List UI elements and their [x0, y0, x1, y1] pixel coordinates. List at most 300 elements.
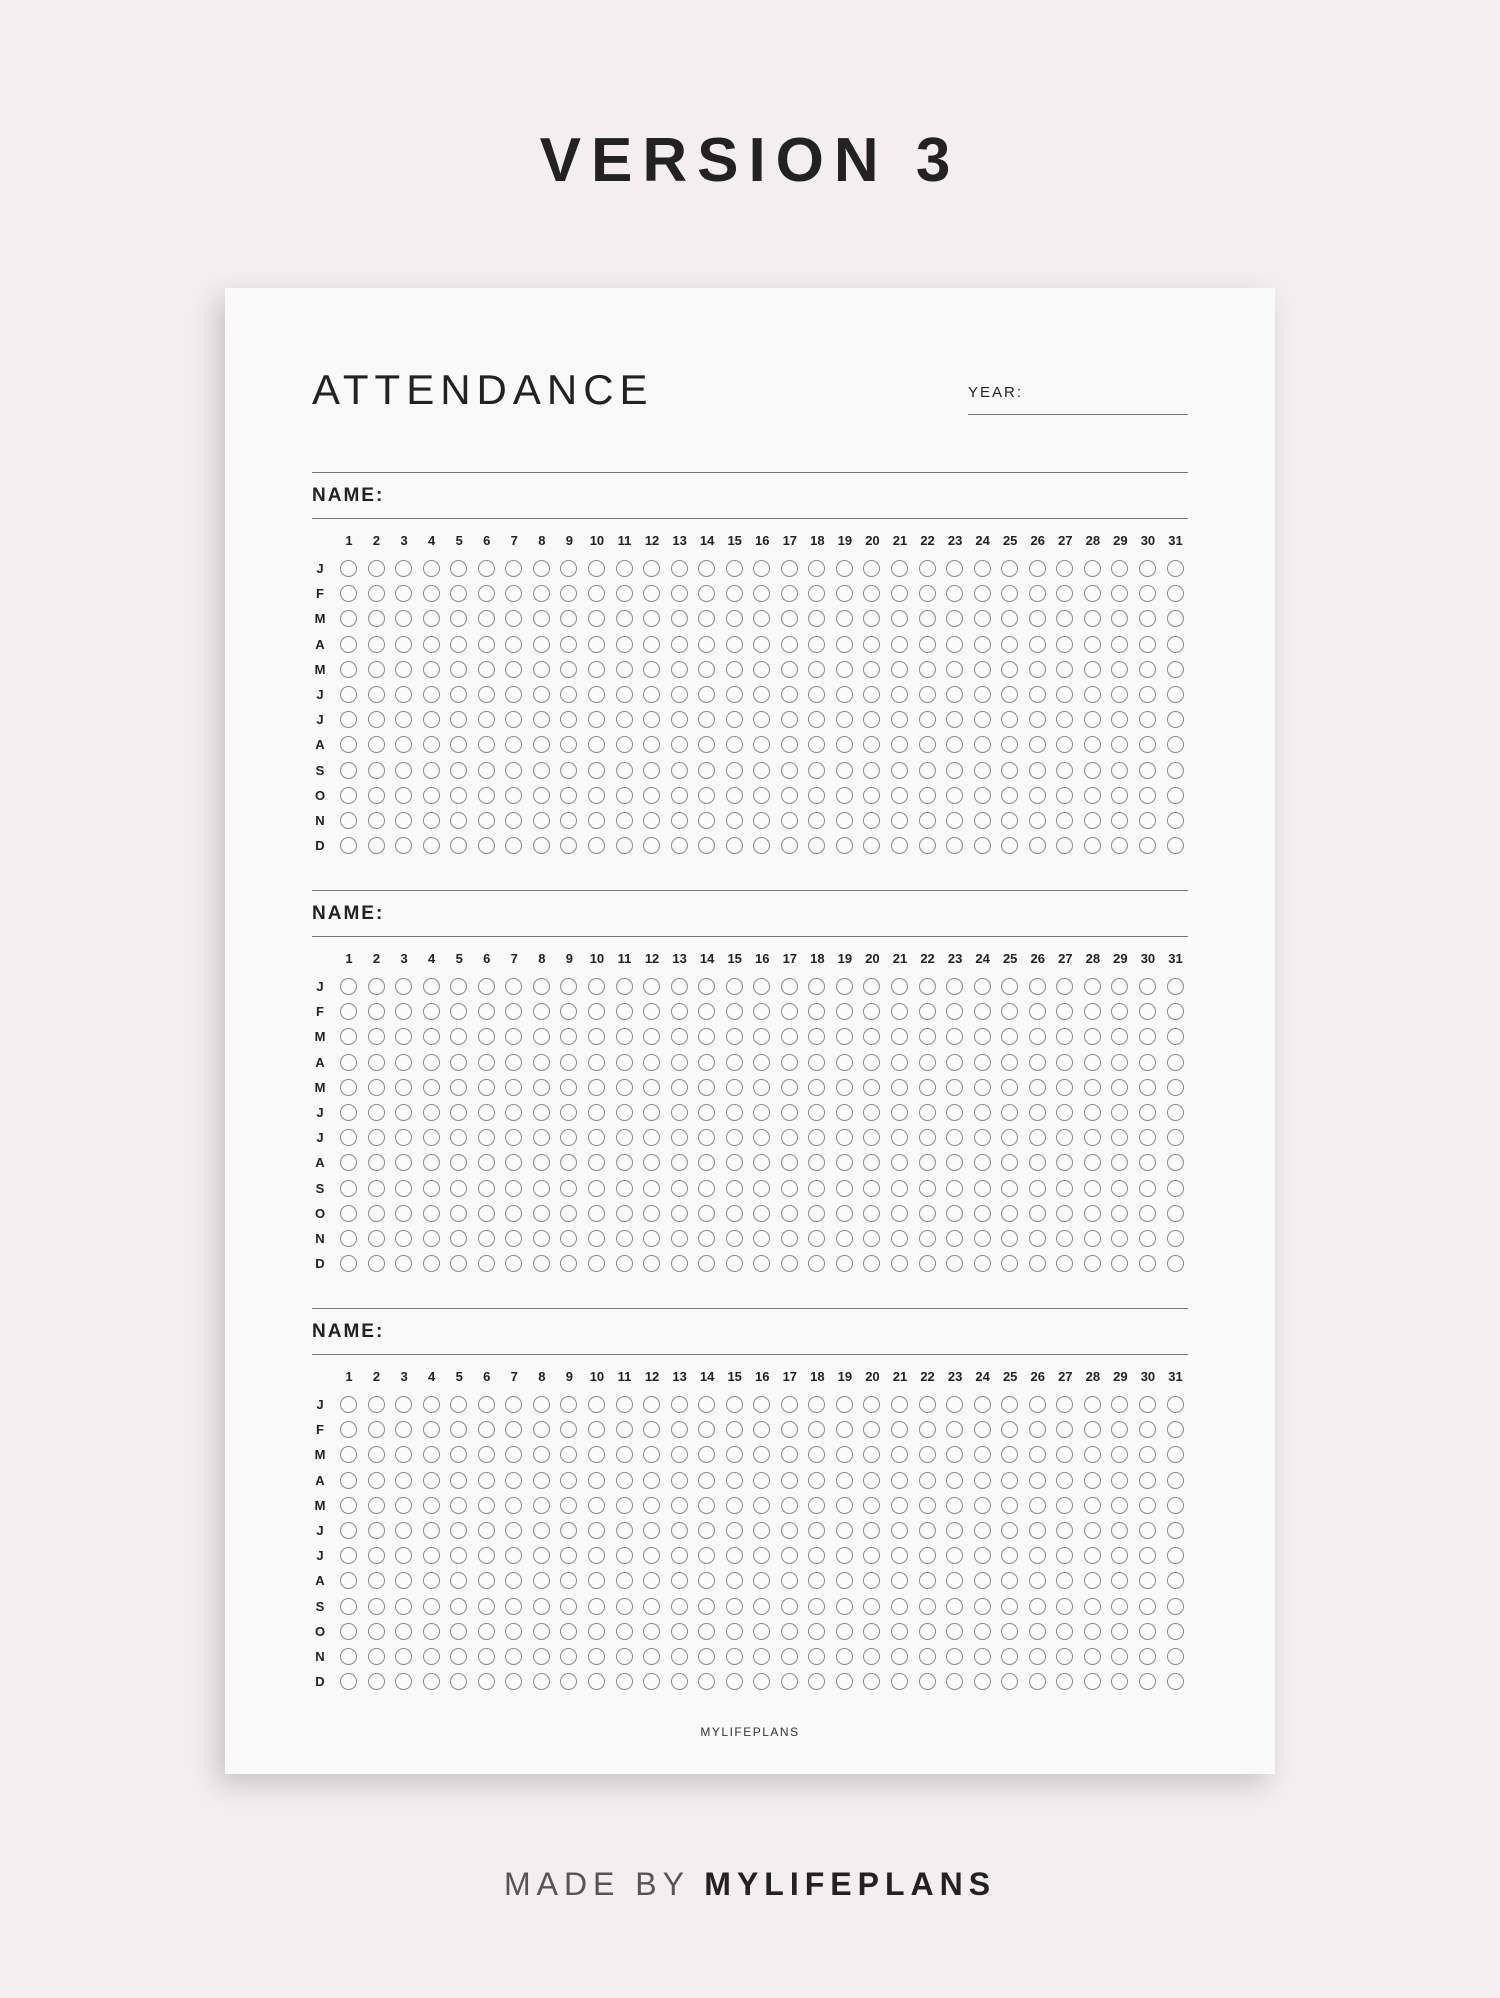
- attendance-circle[interactable]: [450, 1572, 467, 1589]
- attendance-circle[interactable]: [836, 1205, 853, 1222]
- attendance-circle[interactable]: [946, 1673, 963, 1690]
- attendance-circle[interactable]: [1167, 1522, 1184, 1539]
- attendance-circle[interactable]: [671, 1230, 688, 1247]
- attendance-circle[interactable]: [863, 1446, 880, 1463]
- attendance-circle[interactable]: [395, 1446, 412, 1463]
- attendance-circle[interactable]: [974, 1547, 991, 1564]
- attendance-circle[interactable]: [808, 1648, 825, 1665]
- attendance-circle[interactable]: [560, 560, 577, 577]
- attendance-circle[interactable]: [1139, 812, 1156, 829]
- attendance-circle[interactable]: [753, 610, 770, 627]
- attendance-circle[interactable]: [1056, 1648, 1073, 1665]
- attendance-circle[interactable]: [726, 1648, 743, 1665]
- attendance-circle[interactable]: [1001, 1129, 1018, 1146]
- attendance-circle[interactable]: [698, 686, 715, 703]
- attendance-circle[interactable]: [698, 1255, 715, 1272]
- attendance-circle[interactable]: [450, 1421, 467, 1438]
- attendance-circle[interactable]: [1001, 812, 1018, 829]
- attendance-circle[interactable]: [1001, 1255, 1018, 1272]
- attendance-circle[interactable]: [533, 812, 550, 829]
- attendance-circle[interactable]: [395, 1673, 412, 1690]
- attendance-circle[interactable]: [478, 1648, 495, 1665]
- attendance-circle[interactable]: [946, 1255, 963, 1272]
- attendance-circle[interactable]: [726, 978, 743, 995]
- attendance-circle[interactable]: [1029, 1522, 1046, 1539]
- attendance-circle[interactable]: [533, 636, 550, 653]
- attendance-circle[interactable]: [836, 1623, 853, 1640]
- attendance-circle[interactable]: [1084, 661, 1101, 678]
- attendance-circle[interactable]: [1111, 1079, 1128, 1096]
- attendance-circle[interactable]: [1139, 1154, 1156, 1171]
- attendance-circle[interactable]: [671, 762, 688, 779]
- attendance-circle[interactable]: [808, 837, 825, 854]
- attendance-circle[interactable]: [560, 636, 577, 653]
- attendance-circle[interactable]: [808, 1446, 825, 1463]
- attendance-circle[interactable]: [643, 1154, 660, 1171]
- attendance-circle[interactable]: [671, 1104, 688, 1121]
- attendance-circle[interactable]: [478, 1104, 495, 1121]
- attendance-circle[interactable]: [891, 1230, 908, 1247]
- attendance-circle[interactable]: [808, 1598, 825, 1615]
- attendance-circle[interactable]: [505, 1396, 522, 1413]
- attendance-circle[interactable]: [974, 1180, 991, 1197]
- attendance-circle[interactable]: [505, 686, 522, 703]
- attendance-circle[interactable]: [368, 560, 385, 577]
- attendance-circle[interactable]: [1167, 585, 1184, 602]
- attendance-circle[interactable]: [836, 1396, 853, 1413]
- attendance-circle[interactable]: [560, 762, 577, 779]
- attendance-circle[interactable]: [1001, 1598, 1018, 1615]
- attendance-circle[interactable]: [671, 585, 688, 602]
- attendance-circle[interactable]: [616, 812, 633, 829]
- attendance-circle[interactable]: [588, 711, 605, 728]
- attendance-circle[interactable]: [1111, 1230, 1128, 1247]
- attendance-circle[interactable]: [450, 1598, 467, 1615]
- attendance-circle[interactable]: [395, 560, 412, 577]
- attendance-circle[interactable]: [1056, 1572, 1073, 1589]
- attendance-circle[interactable]: [671, 1522, 688, 1539]
- attendance-circle[interactable]: [946, 560, 963, 577]
- attendance-circle[interactable]: [505, 1003, 522, 1020]
- attendance-circle[interactable]: [395, 1180, 412, 1197]
- attendance-circle[interactable]: [588, 1396, 605, 1413]
- attendance-circle[interactable]: [974, 1623, 991, 1640]
- attendance-circle[interactable]: [671, 1028, 688, 1045]
- attendance-circle[interactable]: [1001, 837, 1018, 854]
- attendance-circle[interactable]: [533, 978, 550, 995]
- attendance-circle[interactable]: [395, 610, 412, 627]
- attendance-circle[interactable]: [808, 1497, 825, 1514]
- attendance-circle[interactable]: [726, 1205, 743, 1222]
- attendance-circle[interactable]: [643, 636, 660, 653]
- attendance-circle[interactable]: [1139, 1472, 1156, 1489]
- attendance-circle[interactable]: [919, 1421, 936, 1438]
- attendance-circle[interactable]: [478, 661, 495, 678]
- attendance-circle[interactable]: [836, 661, 853, 678]
- attendance-circle[interactable]: [340, 1497, 357, 1514]
- attendance-circle[interactable]: [478, 636, 495, 653]
- attendance-circle[interactable]: [1111, 1180, 1128, 1197]
- attendance-circle[interactable]: [1056, 762, 1073, 779]
- attendance-circle[interactable]: [1001, 1648, 1018, 1665]
- attendance-circle[interactable]: [919, 1129, 936, 1146]
- attendance-circle[interactable]: [919, 1104, 936, 1121]
- attendance-circle[interactable]: [974, 736, 991, 753]
- attendance-circle[interactable]: [395, 1497, 412, 1514]
- attendance-circle[interactable]: [423, 787, 440, 804]
- attendance-circle[interactable]: [616, 1421, 633, 1438]
- attendance-circle[interactable]: [450, 1054, 467, 1071]
- attendance-circle[interactable]: [781, 1572, 798, 1589]
- attendance-circle[interactable]: [891, 1028, 908, 1045]
- attendance-circle[interactable]: [643, 1104, 660, 1121]
- attendance-circle[interactable]: [478, 1230, 495, 1247]
- attendance-circle[interactable]: [1001, 787, 1018, 804]
- attendance-circle[interactable]: [836, 585, 853, 602]
- attendance-circle[interactable]: [1029, 1497, 1046, 1514]
- attendance-circle[interactable]: [450, 661, 467, 678]
- attendance-circle[interactable]: [395, 1572, 412, 1589]
- attendance-circle[interactable]: [395, 1003, 412, 1020]
- attendance-circle[interactable]: [1001, 560, 1018, 577]
- attendance-circle[interactable]: [340, 787, 357, 804]
- attendance-circle[interactable]: [698, 1104, 715, 1121]
- attendance-circle[interactable]: [1139, 661, 1156, 678]
- attendance-circle[interactable]: [863, 787, 880, 804]
- attendance-circle[interactable]: [643, 1255, 660, 1272]
- attendance-circle[interactable]: [1001, 1673, 1018, 1690]
- attendance-circle[interactable]: [533, 1129, 550, 1146]
- attendance-circle[interactable]: [395, 762, 412, 779]
- attendance-circle[interactable]: [726, 1547, 743, 1564]
- attendance-circle[interactable]: [616, 1180, 633, 1197]
- attendance-circle[interactable]: [505, 1572, 522, 1589]
- attendance-circle[interactable]: [919, 636, 936, 653]
- attendance-circle[interactable]: [1029, 1079, 1046, 1096]
- attendance-circle[interactable]: [808, 1129, 825, 1146]
- attendance-circle[interactable]: [1111, 560, 1128, 577]
- attendance-circle[interactable]: [808, 1205, 825, 1222]
- attendance-circle[interactable]: [505, 1230, 522, 1247]
- attendance-circle[interactable]: [863, 1104, 880, 1121]
- attendance-circle[interactable]: [1167, 686, 1184, 703]
- attendance-circle[interactable]: [919, 1446, 936, 1463]
- attendance-circle[interactable]: [726, 837, 743, 854]
- attendance-circle[interactable]: [505, 1497, 522, 1514]
- attendance-circle[interactable]: [891, 812, 908, 829]
- attendance-circle[interactable]: [1084, 812, 1101, 829]
- attendance-circle[interactable]: [560, 610, 577, 627]
- attendance-circle[interactable]: [1084, 1648, 1101, 1665]
- attendance-circle[interactable]: [533, 1472, 550, 1489]
- attendance-circle[interactable]: [1029, 560, 1046, 577]
- attendance-circle[interactable]: [395, 837, 412, 854]
- attendance-circle[interactable]: [836, 1522, 853, 1539]
- attendance-circle[interactable]: [423, 610, 440, 627]
- attendance-circle[interactable]: [368, 1396, 385, 1413]
- attendance-circle[interactable]: [588, 812, 605, 829]
- attendance-circle[interactable]: [891, 1255, 908, 1272]
- attendance-circle[interactable]: [919, 686, 936, 703]
- attendance-circle[interactable]: [974, 711, 991, 728]
- attendance-circle[interactable]: [340, 978, 357, 995]
- attendance-circle[interactable]: [808, 1079, 825, 1096]
- attendance-circle[interactable]: [671, 1673, 688, 1690]
- attendance-circle[interactable]: [643, 1205, 660, 1222]
- year-field[interactable]: [968, 384, 1188, 415]
- attendance-circle[interactable]: [588, 1129, 605, 1146]
- attendance-circle[interactable]: [1056, 1446, 1073, 1463]
- attendance-circle[interactable]: [1139, 1623, 1156, 1640]
- attendance-circle[interactable]: [1167, 610, 1184, 627]
- attendance-circle[interactable]: [1056, 812, 1073, 829]
- attendance-circle[interactable]: [423, 736, 440, 753]
- attendance-circle[interactable]: [560, 787, 577, 804]
- attendance-circle[interactable]: [946, 837, 963, 854]
- attendance-circle[interactable]: [1084, 1079, 1101, 1096]
- attendance-circle[interactable]: [1029, 1205, 1046, 1222]
- attendance-circle[interactable]: [505, 636, 522, 653]
- attendance-circle[interactable]: [836, 1230, 853, 1247]
- attendance-circle[interactable]: [1056, 736, 1073, 753]
- attendance-circle[interactable]: [505, 1623, 522, 1640]
- attendance-circle[interactable]: [450, 1623, 467, 1640]
- attendance-circle[interactable]: [423, 1230, 440, 1247]
- attendance-circle[interactable]: [781, 1547, 798, 1564]
- attendance-circle[interactable]: [753, 1396, 770, 1413]
- attendance-circle[interactable]: [616, 1054, 633, 1071]
- attendance-circle[interactable]: [836, 1472, 853, 1489]
- attendance-circle[interactable]: [505, 560, 522, 577]
- attendance-circle[interactable]: [505, 812, 522, 829]
- attendance-circle[interactable]: [368, 1104, 385, 1121]
- attendance-circle[interactable]: [863, 736, 880, 753]
- attendance-circle[interactable]: [919, 1522, 936, 1539]
- attendance-circle[interactable]: [478, 978, 495, 995]
- attendance-circle[interactable]: [919, 1054, 936, 1071]
- attendance-circle[interactable]: [560, 711, 577, 728]
- attendance-circle[interactable]: [1167, 560, 1184, 577]
- attendance-circle[interactable]: [533, 1028, 550, 1045]
- attendance-circle[interactable]: [340, 1421, 357, 1438]
- attendance-circle[interactable]: [1084, 1180, 1101, 1197]
- attendance-circle[interactable]: [1111, 1522, 1128, 1539]
- attendance-circle[interactable]: [781, 1255, 798, 1272]
- attendance-circle[interactable]: [588, 636, 605, 653]
- attendance-circle[interactable]: [1111, 837, 1128, 854]
- attendance-circle[interactable]: [836, 1421, 853, 1438]
- attendance-circle[interactable]: [1139, 1497, 1156, 1514]
- attendance-circle[interactable]: [588, 736, 605, 753]
- attendance-circle[interactable]: [919, 1003, 936, 1020]
- attendance-circle[interactable]: [533, 1446, 550, 1463]
- attendance-circle[interactable]: [1001, 610, 1018, 627]
- attendance-circle[interactable]: [891, 1421, 908, 1438]
- attendance-circle[interactable]: [671, 812, 688, 829]
- attendance-circle[interactable]: [753, 1230, 770, 1247]
- attendance-circle[interactable]: [726, 1028, 743, 1045]
- attendance-circle[interactable]: [836, 837, 853, 854]
- attendance-circle[interactable]: [808, 661, 825, 678]
- attendance-circle[interactable]: [560, 1079, 577, 1096]
- attendance-circle[interactable]: [588, 661, 605, 678]
- attendance-circle[interactable]: [368, 1154, 385, 1171]
- attendance-circle[interactable]: [1001, 1154, 1018, 1171]
- attendance-circle[interactable]: [533, 1003, 550, 1020]
- attendance-circle[interactable]: [726, 1230, 743, 1247]
- attendance-circle[interactable]: [560, 1446, 577, 1463]
- attendance-circle[interactable]: [643, 1472, 660, 1489]
- attendance-circle[interactable]: [340, 636, 357, 653]
- attendance-circle[interactable]: [1167, 1028, 1184, 1045]
- attendance-circle[interactable]: [533, 1547, 550, 1564]
- attendance-circle[interactable]: [616, 1598, 633, 1615]
- attendance-circle[interactable]: [395, 1104, 412, 1121]
- attendance-circle[interactable]: [753, 978, 770, 995]
- attendance-circle[interactable]: [340, 1673, 357, 1690]
- attendance-circle[interactable]: [643, 837, 660, 854]
- attendance-circle[interactable]: [919, 1472, 936, 1489]
- attendance-circle[interactable]: [891, 978, 908, 995]
- attendance-circle[interactable]: [1111, 1255, 1128, 1272]
- attendance-circle[interactable]: [1111, 1129, 1128, 1146]
- attendance-circle[interactable]: [919, 787, 936, 804]
- attendance-circle[interactable]: [863, 1648, 880, 1665]
- attendance-circle[interactable]: [974, 1522, 991, 1539]
- attendance-circle[interactable]: [726, 686, 743, 703]
- attendance-circle[interactable]: [588, 1572, 605, 1589]
- attendance-circle[interactable]: [753, 1421, 770, 1438]
- attendance-circle[interactable]: [726, 1255, 743, 1272]
- attendance-circle[interactable]: [1084, 1497, 1101, 1514]
- attendance-circle[interactable]: [423, 1180, 440, 1197]
- attendance-circle[interactable]: [1167, 1396, 1184, 1413]
- attendance-circle[interactable]: [450, 686, 467, 703]
- attendance-circle[interactable]: [1167, 636, 1184, 653]
- attendance-circle[interactable]: [395, 736, 412, 753]
- attendance-circle[interactable]: [1001, 585, 1018, 602]
- attendance-circle[interactable]: [726, 1572, 743, 1589]
- attendance-circle[interactable]: [1111, 1547, 1128, 1564]
- attendance-circle[interactable]: [450, 1104, 467, 1121]
- attendance-circle[interactable]: [671, 686, 688, 703]
- attendance-circle[interactable]: [1111, 585, 1128, 602]
- attendance-circle[interactable]: [1111, 1054, 1128, 1071]
- attendance-circle[interactable]: [643, 560, 660, 577]
- attendance-circle[interactable]: [1084, 1522, 1101, 1539]
- attendance-circle[interactable]: [753, 1648, 770, 1665]
- attendance-circle[interactable]: [1056, 1154, 1073, 1171]
- attendance-circle[interactable]: [368, 1003, 385, 1020]
- attendance-circle[interactable]: [808, 1673, 825, 1690]
- attendance-circle[interactable]: [891, 1180, 908, 1197]
- attendance-circle[interactable]: [836, 636, 853, 653]
- attendance-circle[interactable]: [368, 1522, 385, 1539]
- attendance-circle[interactable]: [1084, 686, 1101, 703]
- attendance-circle[interactable]: [974, 837, 991, 854]
- attendance-circle[interactable]: [533, 1522, 550, 1539]
- attendance-circle[interactable]: [450, 1497, 467, 1514]
- attendance-circle[interactable]: [698, 610, 715, 627]
- attendance-circle[interactable]: [560, 1154, 577, 1171]
- attendance-circle[interactable]: [946, 1028, 963, 1045]
- attendance-circle[interactable]: [1084, 1230, 1101, 1247]
- attendance-circle[interactable]: [423, 1572, 440, 1589]
- attendance-circle[interactable]: [1056, 1255, 1073, 1272]
- attendance-circle[interactable]: [340, 1255, 357, 1272]
- attendance-circle[interactable]: [1056, 1028, 1073, 1045]
- attendance-circle[interactable]: [340, 711, 357, 728]
- attendance-circle[interactable]: [643, 736, 660, 753]
- attendance-circle[interactable]: [395, 1129, 412, 1146]
- attendance-circle[interactable]: [1001, 1547, 1018, 1564]
- attendance-circle[interactable]: [753, 1673, 770, 1690]
- attendance-circle[interactable]: [863, 610, 880, 627]
- attendance-circle[interactable]: [863, 686, 880, 703]
- attendance-circle[interactable]: [478, 1598, 495, 1615]
- attendance-circle[interactable]: [863, 1028, 880, 1045]
- attendance-circle[interactable]: [505, 978, 522, 995]
- attendance-circle[interactable]: [863, 1180, 880, 1197]
- attendance-circle[interactable]: [340, 1396, 357, 1413]
- attendance-circle[interactable]: [863, 585, 880, 602]
- attendance-circle[interactable]: [560, 1104, 577, 1121]
- attendance-circle[interactable]: [450, 585, 467, 602]
- attendance-circle[interactable]: [1084, 1572, 1101, 1589]
- attendance-circle[interactable]: [891, 1648, 908, 1665]
- attendance-circle[interactable]: [423, 1623, 440, 1640]
- attendance-circle[interactable]: [781, 978, 798, 995]
- attendance-circle[interactable]: [808, 711, 825, 728]
- attendance-circle[interactable]: [423, 661, 440, 678]
- attendance-circle[interactable]: [891, 1547, 908, 1564]
- attendance-circle[interactable]: [836, 560, 853, 577]
- attendance-circle[interactable]: [891, 1497, 908, 1514]
- attendance-circle[interactable]: [368, 1129, 385, 1146]
- attendance-circle[interactable]: [340, 585, 357, 602]
- attendance-circle[interactable]: [891, 837, 908, 854]
- attendance-circle[interactable]: [1084, 1003, 1101, 1020]
- attendance-circle[interactable]: [974, 978, 991, 995]
- attendance-circle[interactable]: [1084, 1446, 1101, 1463]
- attendance-circle[interactable]: [1056, 661, 1073, 678]
- attendance-circle[interactable]: [726, 1673, 743, 1690]
- attendance-circle[interactable]: [423, 978, 440, 995]
- attendance-circle[interactable]: [808, 1230, 825, 1247]
- attendance-circle[interactable]: [1084, 1104, 1101, 1121]
- attendance-circle[interactable]: [588, 1673, 605, 1690]
- attendance-circle[interactable]: [781, 1648, 798, 1665]
- attendance-circle[interactable]: [863, 1079, 880, 1096]
- attendance-circle[interactable]: [946, 1180, 963, 1197]
- attendance-circle[interactable]: [560, 1598, 577, 1615]
- attendance-circle[interactable]: [946, 1547, 963, 1564]
- attendance-circle[interactable]: [753, 1572, 770, 1589]
- attendance-circle[interactable]: [368, 636, 385, 653]
- attendance-circle[interactable]: [340, 1129, 357, 1146]
- attendance-circle[interactable]: [946, 1129, 963, 1146]
- attendance-circle[interactable]: [423, 1396, 440, 1413]
- attendance-circle[interactable]: [368, 711, 385, 728]
- attendance-circle[interactable]: [1111, 1623, 1128, 1640]
- attendance-circle[interactable]: [946, 1079, 963, 1096]
- attendance-circle[interactable]: [1167, 978, 1184, 995]
- attendance-circle[interactable]: [919, 1572, 936, 1589]
- attendance-circle[interactable]: [478, 1079, 495, 1096]
- attendance-circle[interactable]: [974, 560, 991, 577]
- attendance-circle[interactable]: [1029, 1472, 1046, 1489]
- attendance-circle[interactable]: [891, 1003, 908, 1020]
